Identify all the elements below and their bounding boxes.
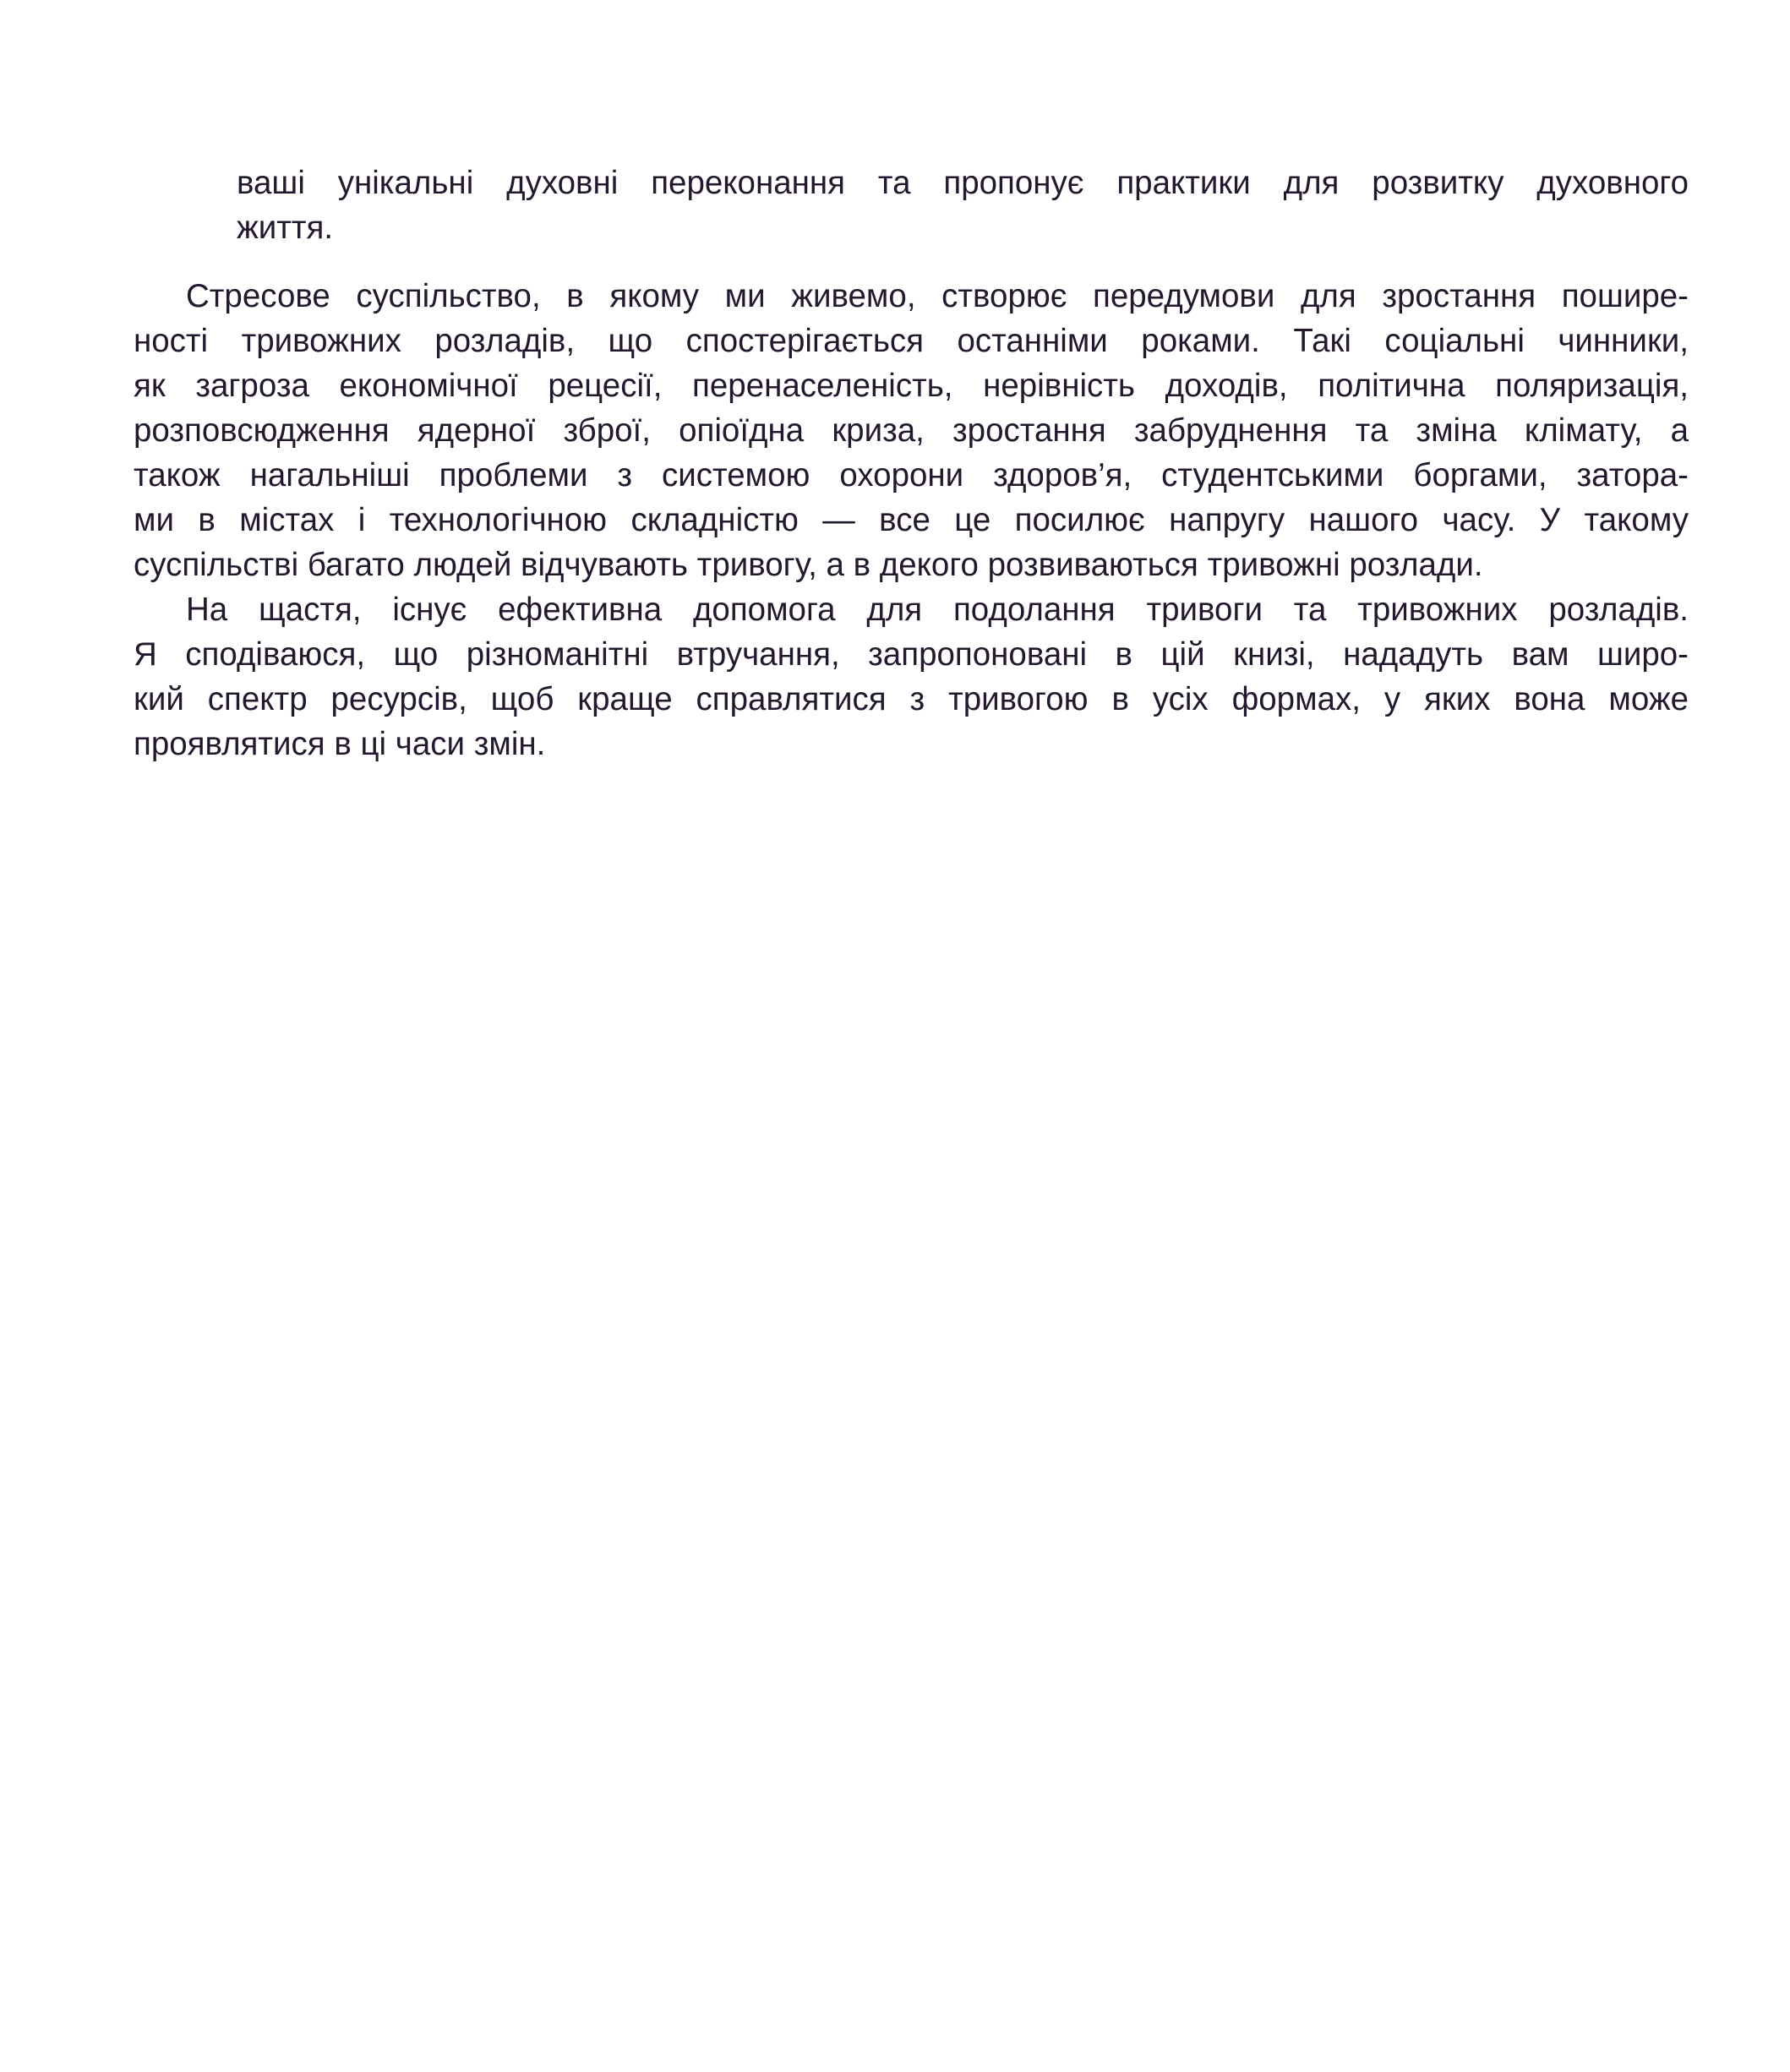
text-line: На щастя, існує ефективна допомога для подолання тривоги та тривожних розладів. [186,592,1689,628]
text-line: суспільстві багато людей відчувають тривогу, а в декого розвиваються тривожні розлади. [134,547,1483,583]
text-line: кий спектр ресурсів, щоб краще справлятися з тривогою в усіх формах, у яких вона може [134,681,1689,717]
paragraph-stress-society [134,274,1689,587]
text-line: Я сподіваюся, що різноманітні втручання, запропоновані в цій книзі, нададуть вам широ- [134,636,1689,673]
text-line: також нагальніші проблеми з системою охорони здоров’я, студентськими боргами, затора- [134,457,1689,493]
text-line: як загроза економічної рецесії, перенаселеність, нерівність доходів, політична поляризація, [134,368,1689,404]
paragraph-effective-help [134,587,1689,766]
body-text [134,161,1689,766]
text-line: проявлятися в ці часи змін. [134,726,546,762]
text-line: ваші унікальні духовні переконання та пропонує практики для розвитку духовного [237,165,1689,201]
paragraph-list-continuation [134,161,1689,250]
text-line: життя. [237,210,334,246]
text-line: ми в містах і технологічною складністю — все це посилює напругу нашого часу. У такому [134,502,1689,538]
text-line: Стресове суспільство, в якому ми живемо, створює передумови для зростання пошире- [186,278,1689,314]
text-line: розповсюдження ядерної зброї, опіоїдна криза, зростання забруднення та зміна клімату, а [134,412,1689,449]
text-line: ності тривожних розладів, що спостерігається останніми роками. Такі соціальні чинники, [134,323,1689,359]
